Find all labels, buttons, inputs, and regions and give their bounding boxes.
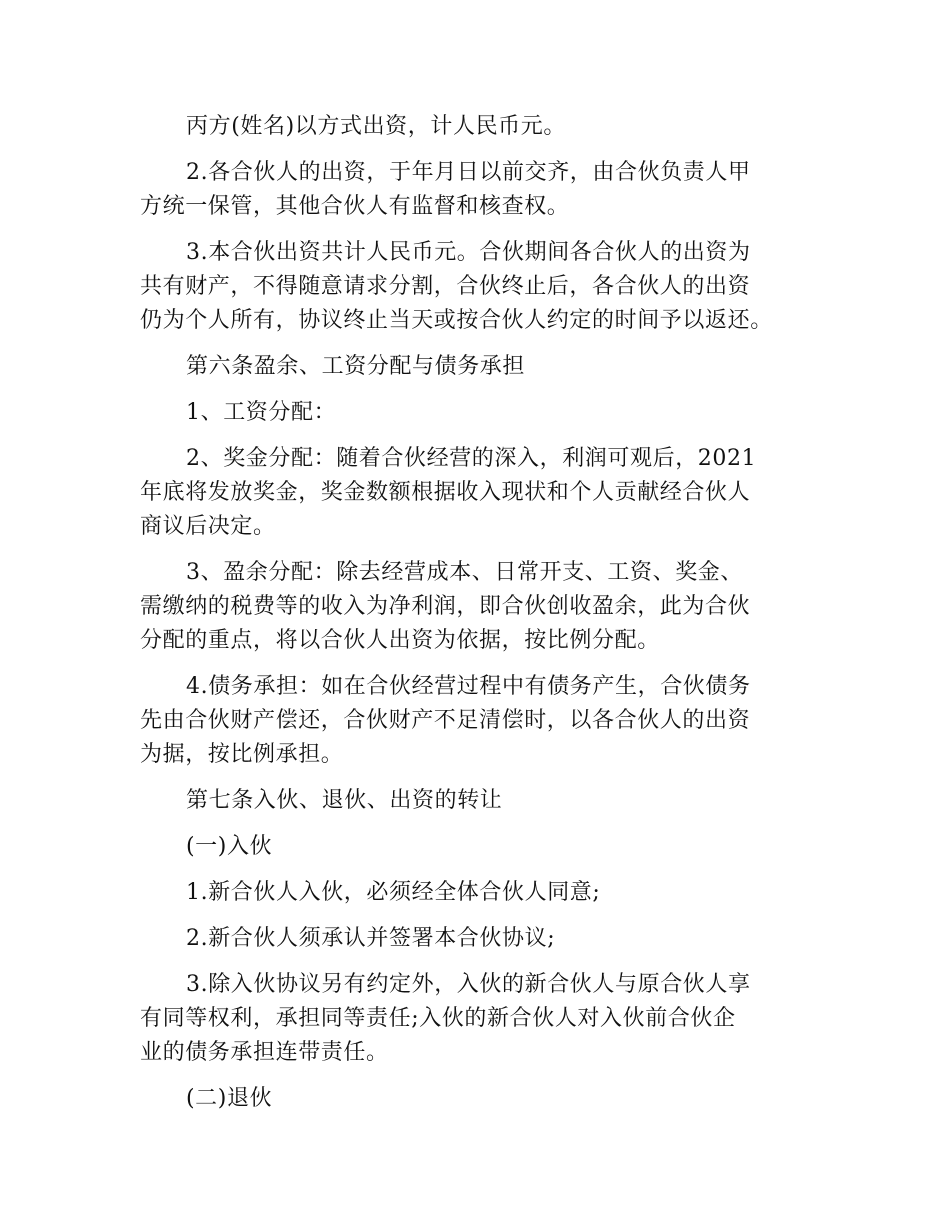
paragraph-admission-sign bbox=[140, 922, 820, 956]
paragraph-line: 先由合伙财产偿还，合伙财产不足清偿时，以各合伙人的出资 bbox=[140, 708, 751, 733]
document-body bbox=[140, 110, 820, 1128]
paragraph-line: 商议后决定。 bbox=[140, 514, 276, 539]
paragraph-surplus-distribution bbox=[140, 556, 820, 658]
article-7-heading bbox=[140, 784, 820, 818]
paragraph-contribution-deadline bbox=[140, 156, 820, 224]
paragraph-admission-rights bbox=[140, 968, 820, 1070]
paragraph-line: 共有财产，不得随意请求分割，合伙终止后，各合伙人的出资 bbox=[140, 274, 751, 299]
paragraph-bonus-distribution bbox=[140, 442, 820, 544]
paragraph-line: 丙方(姓名)以方式出资，计人民币元。 bbox=[186, 114, 566, 139]
paragraph-line: 有同等权利，承担同等责任;入伙的新合伙人对入伙前合伙企 bbox=[140, 1006, 736, 1031]
paragraph-line: 1.新合伙人入伙，必须经全体合伙人同意; bbox=[186, 880, 601, 905]
paragraph-line: (二)退伙 bbox=[186, 1086, 273, 1111]
paragraph-admission-consent bbox=[140, 876, 820, 910]
paragraph-line: 需缴纳的税费等的收入为净利润，即合伙创收盈余，此为合伙 bbox=[140, 594, 751, 619]
paragraph-line: 2.各合伙人的出资，于年月日以前交齐，由合伙负责人甲 bbox=[186, 160, 751, 185]
paragraph-line: 业的债务承担连带责任。 bbox=[140, 1040, 389, 1065]
section-admission-heading bbox=[140, 830, 820, 864]
paragraph-line: 第七条入伙、退伙、出资的转让 bbox=[186, 788, 503, 813]
paragraph-line: 为据，按比例承担。 bbox=[140, 742, 344, 767]
paragraph-line: 仍为个人所有，协议终止当天或按合伙人约定的时间予以返还。 bbox=[140, 308, 773, 333]
paragraph-line: (一)入伙 bbox=[186, 834, 273, 859]
paragraph-contribution-bing bbox=[140, 110, 820, 144]
article-6-heading bbox=[140, 350, 820, 384]
paragraph-line: 方统一保管，其他合伙人有监督和核查权。 bbox=[140, 194, 570, 219]
paragraph-salary-distribution bbox=[140, 396, 820, 430]
paragraph-line: 2.新合伙人须承认并签署本合伙协议; bbox=[186, 926, 556, 951]
paragraph-line: 第六条盈余、工资分配与债务承担 bbox=[186, 354, 526, 379]
paragraph-line: 年底将发放奖金，奖金数额根据收入现状和个人贡献经合伙人 bbox=[140, 480, 751, 505]
paragraph-debt-bearing bbox=[140, 670, 820, 772]
paragraph-line: 3.本合伙出资共计人民币元。合伙期间各合伙人的出资为 bbox=[186, 240, 751, 265]
section-withdrawal-heading bbox=[140, 1082, 820, 1116]
paragraph-line: 1、工资分配： bbox=[186, 400, 337, 425]
paragraph-line: 2、奖金分配：随着合伙经营的深入，利润可观后，2021 bbox=[186, 446, 757, 471]
paragraph-line: 分配的重点，将以合伙人出资为依据，按比例分配。 bbox=[140, 628, 660, 653]
paragraph-line: 4.债务承担：如在合伙经营过程中有债务产生，合伙债务 bbox=[186, 674, 751, 699]
paragraph-line: 3、盈余分配：除去经营成本、日常开支、工资、奖金、 bbox=[186, 560, 743, 585]
paragraph-line: 3.除入伙协议另有约定外，入伙的新合伙人与原合伙人享 bbox=[186, 972, 751, 997]
paragraph-total-contribution bbox=[140, 236, 820, 338]
